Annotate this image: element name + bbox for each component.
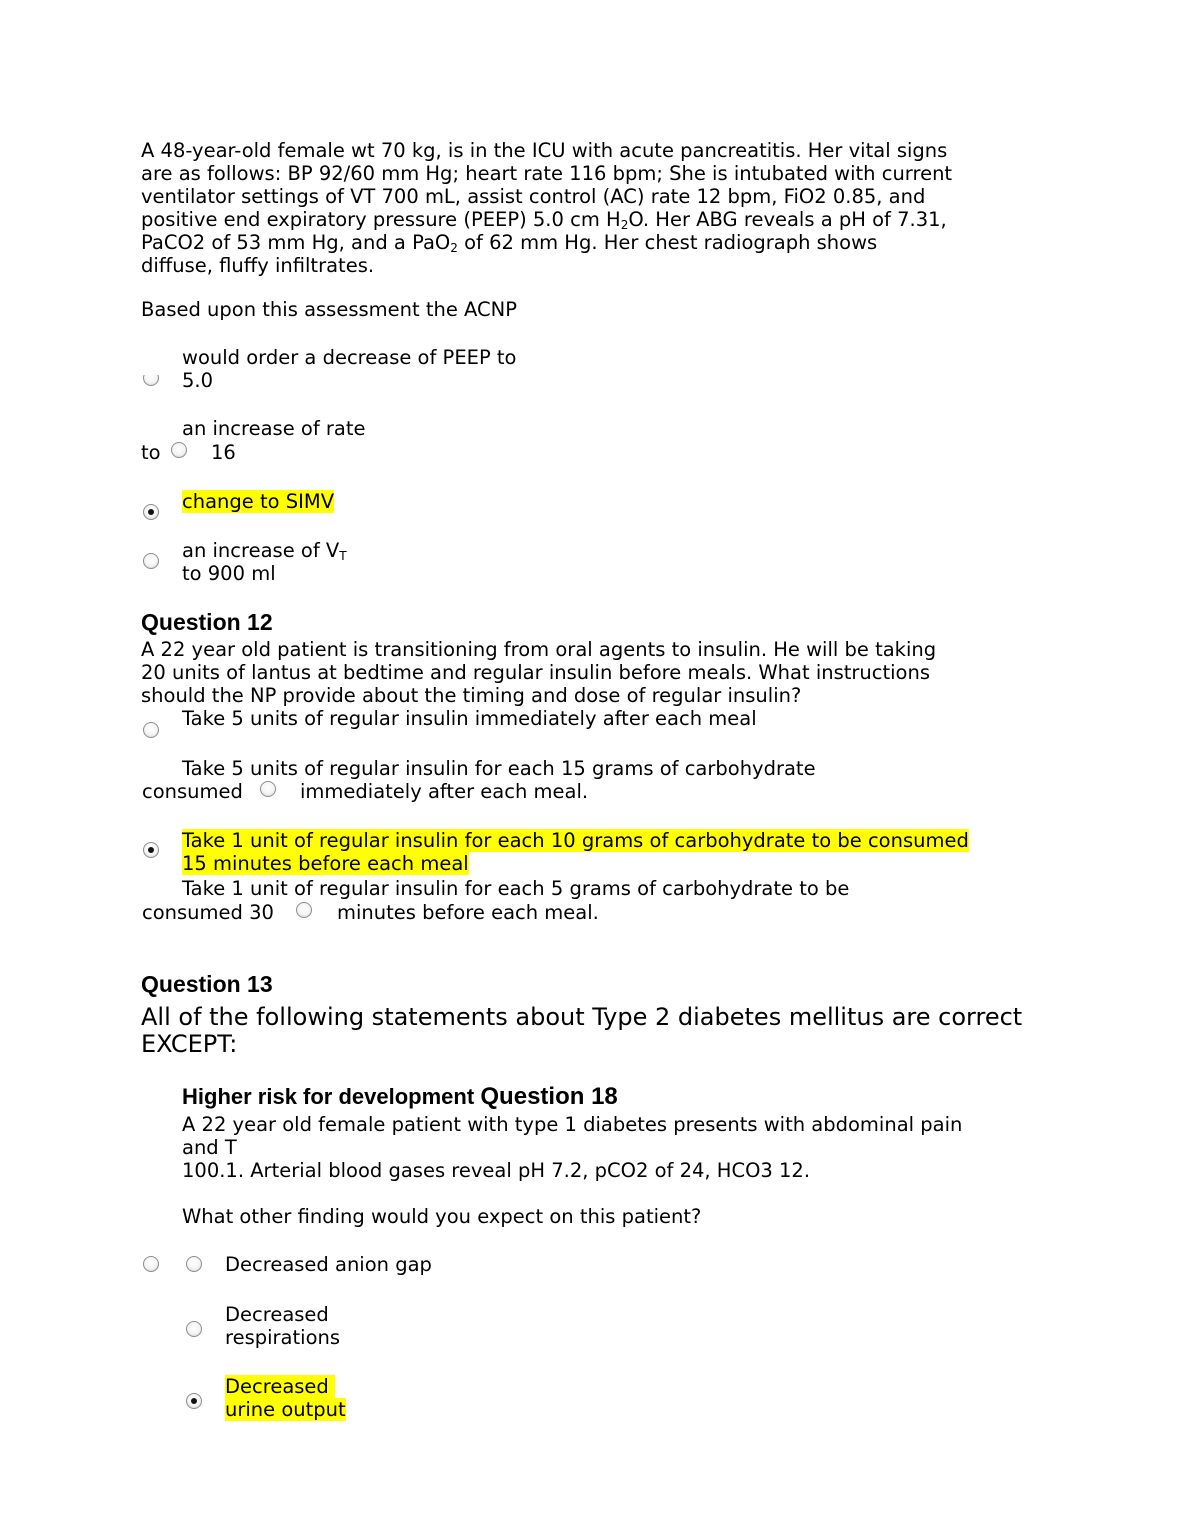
q12-option-b-suffix: immediately after each meal. <box>300 780 589 803</box>
q18-prompt: What other finding would you expect on this patient? <box>182 1205 702 1228</box>
q18-stem <box>182 1113 962 1182</box>
highlighted-answer: urine output <box>225 1398 346 1421</box>
q11-option-b-label: an increase of rate <box>182 417 366 440</box>
q12-option-a-radio[interactable] <box>143 722 159 738</box>
q13-stem-line: All of the following statements about Type 2 diabetes mellitus are correct <box>141 1003 1023 1031</box>
q11-stem-text: PaCO2 of 53 mm Hg, and a PaO <box>141 231 451 254</box>
q12-option-c-line <box>182 829 969 852</box>
q11-stem-line: are as follows: BP 92/60 mm Hg; heart rate 116 bpm; She is intubated with current <box>141 162 953 185</box>
q12-option-c-radio[interactable] <box>143 842 159 858</box>
q11-stem-text: positive end expiratory pressure (PEEP) 5.0 cm H <box>141 208 621 231</box>
q11-option-a-label <box>182 346 517 392</box>
q12-option-d-label: Take 1 unit of regular insulin for each 5 grams of carbohydrate to be <box>182 877 850 900</box>
q12-option-c-line <box>182 852 969 875</box>
q18-heading: Question 18 <box>480 1083 618 1110</box>
q11-stem-text: O. Her ABG reveals a pH of 7.31, <box>628 208 947 231</box>
q18-option-c-line <box>225 1375 346 1398</box>
q11-stem-line: A 48-year-old female wt 70 kg, is in the ICU with acute pancreatitis. Her vital signs <box>141 139 948 162</box>
q18-option-a-label: Decreased anion gap <box>225 1253 432 1276</box>
q12-option-c-label <box>182 829 969 875</box>
q11-stem <box>141 139 1041 277</box>
q13-stem-line: EXCEPT: <box>141 1030 238 1058</box>
q11-stem-subscript: 2 <box>620 218 629 232</box>
q11-stem-subscript: 2 <box>450 241 458 255</box>
q11-option-a-line: would order a decrease of PEEP to <box>182 346 517 369</box>
highlighted-answer: change to SIMV <box>182 490 335 513</box>
q11-option-d-line <box>182 539 347 562</box>
q12-option-d-suffix: minutes before each meal. <box>337 901 599 924</box>
q13-option-a-radio[interactable] <box>143 1256 159 1272</box>
q11-option-d-label <box>182 539 347 585</box>
q18-option-b-radio[interactable] <box>186 1321 202 1337</box>
q12-stem-line: 20 units of lantus at bedtime and regular insulin before meals. What instructions <box>141 661 931 684</box>
q12-heading: Question 12 <box>141 609 273 635</box>
q18-stem-line: and T <box>182 1136 237 1159</box>
q11-stem-line: diffuse, fluffy infiltrates. <box>141 254 375 277</box>
q11-option-d-subscript: T <box>339 549 347 563</box>
q11-option-c-radio[interactable] <box>143 504 159 520</box>
q11-option-a-radio[interactable] <box>143 370 159 386</box>
q12-stem <box>141 638 1041 707</box>
q12-stem-line: A 22 year old patient is transitioning from oral agents to insulin. He will be taking <box>141 638 937 661</box>
q11-option-b-value: 16 <box>211 441 236 464</box>
q11-stem-line <box>141 231 1041 254</box>
q11-stem-line <box>141 208 1041 231</box>
q11-stem-text: of 62 mm Hg. Her chest radiograph shows <box>457 231 878 254</box>
q12-option-d-radio[interactable] <box>296 902 312 918</box>
q11-option-d-line: to 900 ml <box>182 562 276 585</box>
q12-stem-line: should the NP provide about the timing and dose of regular insulin? <box>141 684 802 707</box>
q13-heading: Question 13 <box>141 971 273 997</box>
q18-option-c-label <box>225 1375 346 1421</box>
q18-option-a-radio[interactable] <box>186 1256 202 1272</box>
q11-option-b-radio[interactable] <box>171 442 187 458</box>
q13-option-a-fragment: Higher risk for development <box>182 1084 475 1109</box>
q12-option-a-label: Take 5 units of regular insulin immediately after each meal <box>182 707 757 730</box>
q18-option-b-line: respirations <box>225 1326 341 1349</box>
q12-option-b-prefix: consumed <box>142 780 243 803</box>
q18-option-c-line <box>225 1398 346 1421</box>
q11-option-d-radio[interactable] <box>143 553 159 569</box>
q12-option-b-label: Take 5 units of regular insulin for each 15 grams of carbohydrate <box>182 757 816 780</box>
q11-stem-line: ventilator settings of VT 700 mL, assist control (AC) rate 12 bpm, FiO2 0.85, and <box>141 185 926 208</box>
q13-q18-heading-line <box>182 1082 618 1113</box>
q11-option-a-line: 5.0 <box>182 369 214 392</box>
q11-prompt: Based upon this assessment the ACNP <box>141 298 518 321</box>
highlighted-answer: 15 minutes before each meal <box>182 852 469 875</box>
q11-option-c-label <box>182 490 334 513</box>
q18-option-b-label <box>225 1303 340 1349</box>
q13-stem <box>141 1004 1022 1058</box>
q12-option-b-radio[interactable] <box>260 781 276 797</box>
q11-option-b-prefix: to <box>141 441 161 464</box>
q11-option-d-text: an increase of V <box>182 539 340 562</box>
q12-option-d-prefix: consumed 30 <box>142 901 274 924</box>
q18-option-c-radio[interactable] <box>186 1393 202 1409</box>
q18-stem-line: 100.1. Arterial blood gases reveal pH 7.2, pCO2 of 24, HCO3 12. <box>182 1159 811 1182</box>
q18-stem-line: A 22 year old female patient with type 1 diabetes presents with abdominal pain <box>182 1113 963 1136</box>
q18-option-b-line: Decreased <box>225 1303 329 1326</box>
highlighted-answer: Take 1 unit of regular insulin for each 10 grams of carbohydrate to be consumed <box>182 829 969 852</box>
highlighted-answer: Decreased <box>225 1375 336 1398</box>
